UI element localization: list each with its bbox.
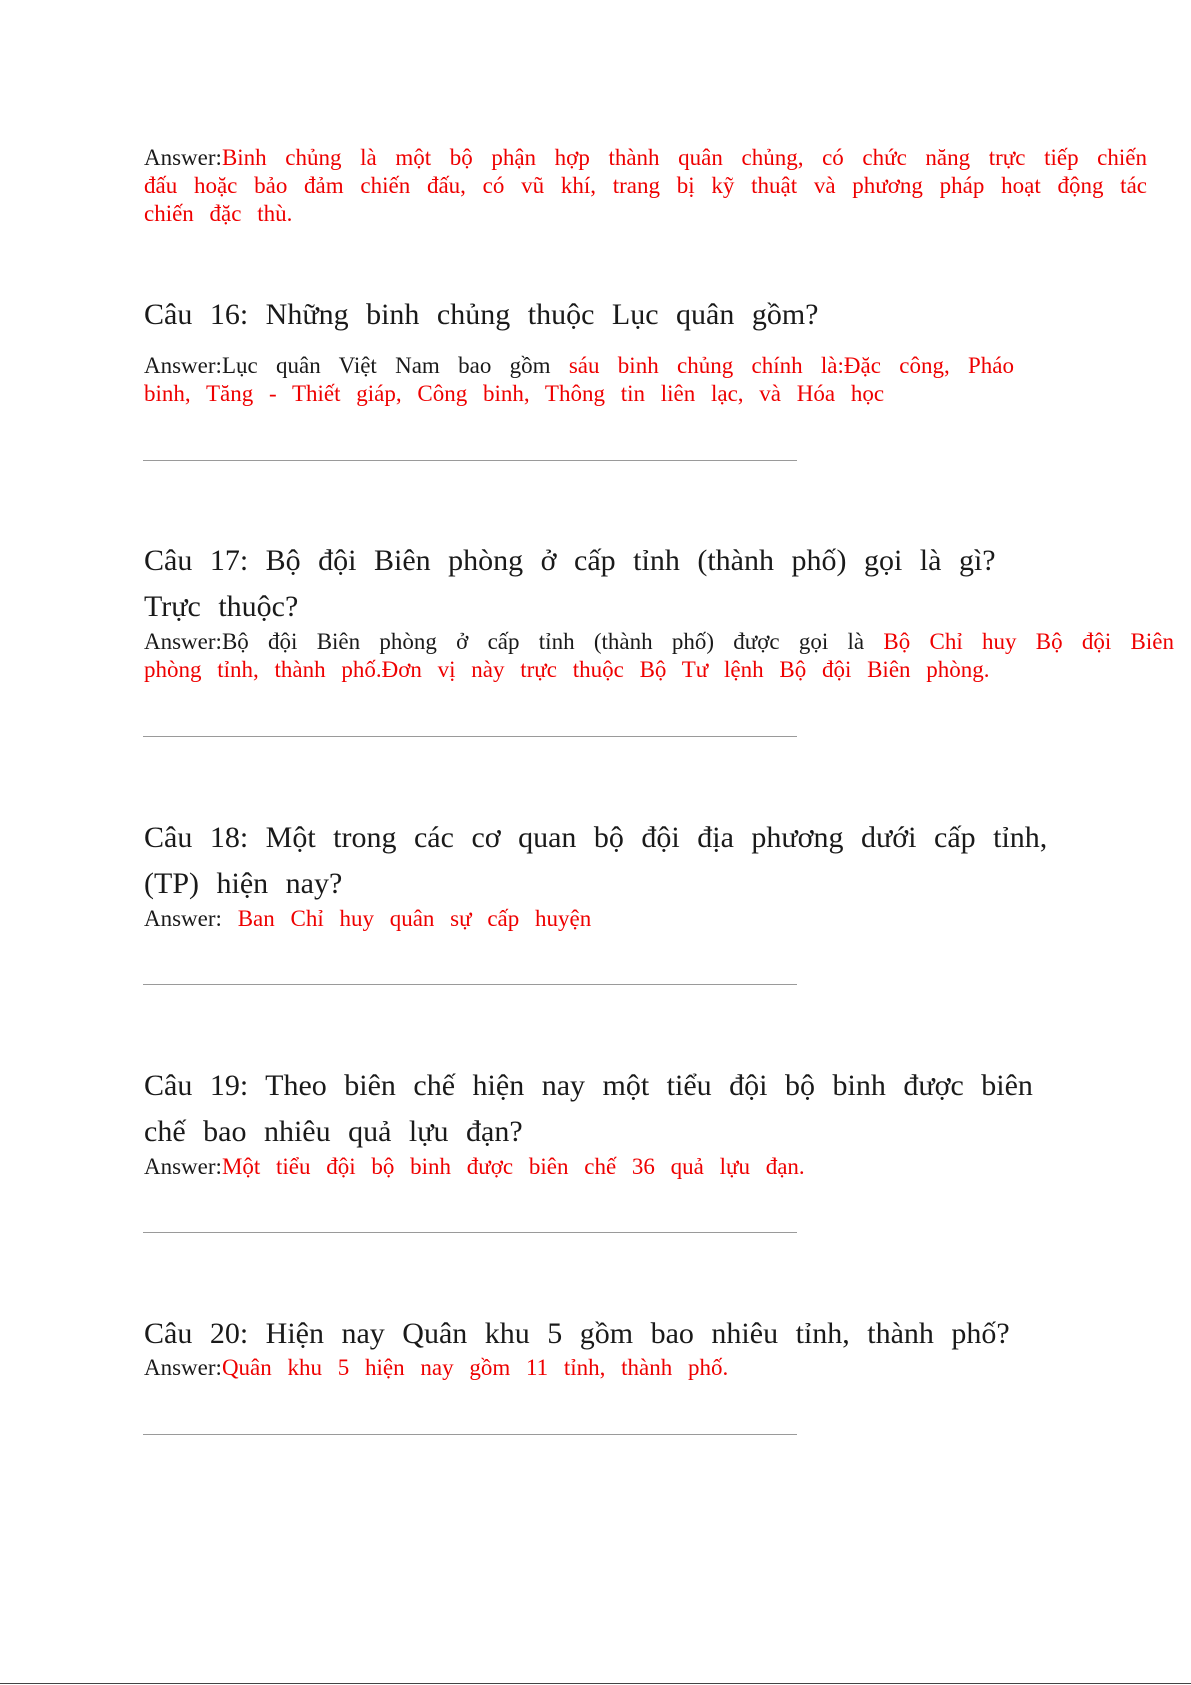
answer-text-plain: Bộ đội Biên phòng ở cấp tỉnh (thành phố) được gọi là xyxy=(221,629,884,654)
answer-prefix: Answer: xyxy=(144,1154,222,1179)
divider xyxy=(143,984,797,985)
answer-text: Binh chủng là một bộ phận hợp thành quân chủng, có chức năng trực tiếp chiến đấu hoặc bảo đảm chiến đấu, có vũ khí, trang bị kỹ thuật và phương pháp hoạt động tác chiến đặc thù. xyxy=(144,145,1147,226)
answer-text: Bộ Chỉ huy Bộ đội Biên phòng tỉnh, thành phố.Đơn vị này trực thuộc Bộ Tư lệnh Bộ đội Biên phòng. xyxy=(144,629,1174,682)
answer-prefix: Answer: xyxy=(144,629,222,654)
answer-text: sáu binh chủng chính là:Đặc công, Pháo binh, Tăng - Thiết giáp, Công binh, Thông tin liên lạc, và Hóa học xyxy=(144,353,1014,406)
page-bottom-edge xyxy=(0,1683,1191,1684)
answer-prefix: Answer: xyxy=(144,145,222,170)
answer-18 xyxy=(144,905,1044,933)
question-17: Câu 17: Bộ đội Biên phòng ở cấp tỉnh (thành phố) gọi là gì?Trực thuộc? xyxy=(144,544,996,623)
question-20: Câu 20: Hiện nay Quân khu 5 gồm bao nhiêu tỉnh, thành phố? xyxy=(144,1317,1010,1350)
answer-15 xyxy=(144,144,1147,228)
divider xyxy=(143,1434,797,1435)
answer-text: Một tiểu đội bộ binh được biên chế 36 quả lựu đạn. xyxy=(221,1154,805,1179)
answer-16 xyxy=(144,352,1014,408)
answer-prefix: Answer: xyxy=(144,353,222,378)
answer-text: Quân khu 5 hiện nay gồm 11 tỉnh, thành phố. xyxy=(221,1355,729,1380)
question-19: Câu 19: Theo biên chế hiện nay một tiểu đội bộ binh được biên chế bao nhiêu quả lựu đạn? xyxy=(144,1069,1033,1148)
answer-text-plain: Lục quân Việt Nam bao gồm xyxy=(221,353,569,378)
divider xyxy=(143,1232,797,1233)
answer-19 xyxy=(144,1153,1044,1181)
answer-prefix: Answer: xyxy=(144,1355,222,1380)
question-16: Câu 16: Những binh chủng thuộc Lục quân gồm? xyxy=(144,298,819,331)
answer-20 xyxy=(144,1354,1044,1382)
divider xyxy=(143,736,797,737)
answer-17 xyxy=(144,628,1174,684)
divider xyxy=(143,460,797,461)
answer-text: Ban Chỉ huy quân sự cấp huyện xyxy=(221,906,592,931)
answer-prefix: Answer: xyxy=(144,906,222,931)
question-18: Câu 18: Một trong các cơ quan bộ đội địa phương dưới cấp tỉnh, (TP) hiện nay? xyxy=(144,821,1048,900)
